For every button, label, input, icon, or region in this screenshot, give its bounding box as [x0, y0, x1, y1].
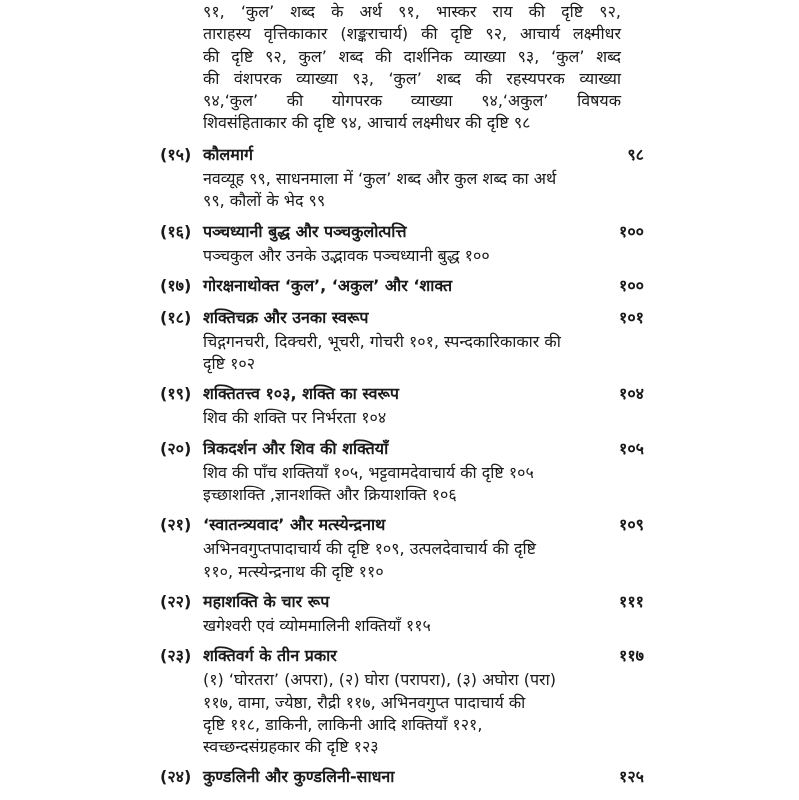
toc-entry: [160, 274, 644, 299]
toc-entry-heading: [160, 306, 644, 331]
toc-entry: [160, 590, 644, 637]
subtopic-line: स्वच्छन्दसंग्रहकार की दृष्टि १२३: [203, 737, 379, 757]
page-number: ९८: [627, 145, 644, 164]
subtopic-line: शिव की शक्ति पर निर्भरता १०४: [203, 408, 387, 428]
page-number: १२५: [619, 767, 644, 787]
page-number: १००: [619, 275, 644, 295]
toc-entry-heading: [160, 513, 644, 538]
subtopic-line: अभिनवगुप्तपादाचार्य की दृष्टि १०९, उत्पलदेवाचार्य की दृष्टि: [203, 539, 536, 559]
toc-entry-heading: [160, 143, 644, 168]
entry-title: महाशक्ति के चार रूप: [203, 591, 330, 611]
subtopic-line: इच्छाशक्ति ,ज्ञानशक्ति और क्रियाशक्ति १०६: [203, 485, 457, 505]
toc-entry-heading: [160, 765, 644, 790]
page-number: १०१: [619, 307, 644, 327]
toc-entry: [160, 765, 644, 790]
toc-entry-heading: [160, 274, 644, 299]
toc-entry: [160, 306, 644, 376]
text-line: ९१, ‘कुल’ शब्द के अर्थ ९१, भास्कर राय की दृष्टि ९२,: [203, 2, 621, 21]
toc-entry-heading: [160, 437, 644, 462]
entry-number: (१९): [160, 384, 192, 404]
page-number: १०५: [619, 438, 644, 458]
subtopic-line: दृष्टि ११८, डाकिनी, लाकिनी आदि शक्तियाँ १२१,: [203, 714, 483, 734]
subtopic-line: पञ्चकुल और उनके उद्भावक पञ्चध्यानी बुद्ध १००: [203, 245, 490, 265]
toc-entry: [160, 644, 644, 758]
subtopic-line: ११०, मत्स्येन्द्रनाथ की दृष्टि ११०: [203, 561, 384, 581]
entry-title: शक्तिचक्र और उनका स्वरूप: [203, 307, 369, 327]
entry-title: कुण्डलिनी और कुण्डलिनी-साधना: [203, 767, 395, 787]
entry-number: (२०): [160, 438, 192, 458]
text-line: ताराहस्य वृत्तिकाकार (शङ्कराचार्य) की दृष्टि ९२, आचार्य लक्ष्मीधर: [203, 24, 621, 44]
subtopic-line: दृष्टि १०२: [203, 354, 256, 374]
subtopic-line: शिव की पाँच शक्तियाँ १०५, भट्टवामदेवाचार्य की दृष्टि १०५: [203, 462, 534, 482]
page-number: १११: [619, 591, 644, 611]
entry-title: शक्तिवर्ग के तीन प्रकार: [203, 646, 337, 666]
toc-entry: [160, 513, 644, 583]
entry-title: पञ्चध्यानी बुद्ध और पञ्चकुलोत्पत्ति: [203, 221, 407, 241]
entry-title: गोरक्षनाथोक्त ‘कुल’, ‘अकुल’ और ‘शाक्त: [203, 275, 453, 295]
entry-number: (२१): [160, 515, 192, 535]
subtopic-line: (१) ‘घोरतरा’ (अपरा), (२) घोरा (परापरा), (३) अघोरा (परा): [203, 670, 556, 690]
page-number: १०४: [619, 384, 644, 404]
subtopic-line: ९९, कौलों के भेद ९९: [203, 191, 326, 211]
continued-entry-text: [203, 1, 621, 135]
subtopic-line: ११७, वामा, ज्येष्ठा, रौद्री ११७, अभिनवगुप्त पादाचार्य की: [203, 692, 526, 712]
toc-entry: [160, 437, 644, 507]
entry-number: (१६): [160, 221, 192, 241]
entry-title: कौलमार्ग: [203, 145, 254, 164]
entry-title: शक्तितत्त्व १०३, शक्ति का स्वरूप: [203, 384, 400, 404]
text-line: शिवसंहिताकार की दृष्टि ९४, आचार्य लक्ष्मीधर की दृष्टि ९८: [203, 113, 531, 133]
entry-number: (१८): [160, 307, 192, 327]
entry-number: (२३): [160, 646, 192, 666]
entry-number: (२२): [160, 591, 192, 611]
text-line: की वंशपरक व्याख्या ९३, ‘कुल’ शब्द की रहस्यपरक व्याख्या: [203, 68, 621, 88]
entry-number: (२४): [160, 767, 192, 787]
text-line: की दृष्टि ९२, कुल’ शब्द की दार्शनिक व्याख्या ९३, ‘कुल’ शब्द: [203, 46, 621, 66]
entry-title: त्रिकदर्शन और शिव की शक्तियाँ: [203, 438, 389, 458]
page-number: ११७: [619, 646, 644, 666]
toc-entry: [160, 382, 644, 429]
toc-entry-heading: [160, 590, 644, 615]
subtopic-line: चिद्गगनचरी, दिक्चरी, भूचरी, गोचरी १०१, स्पन्दकारिकाकार की: [203, 331, 561, 351]
page-number: १०९: [619, 515, 644, 535]
subtopic-line: खगेश्वरी एवं व्योममालिनी शक्तियाँ ११५: [203, 615, 431, 635]
toc-entry-heading: [160, 644, 644, 669]
toc-entry-heading: [160, 382, 644, 407]
page-number: १००: [619, 221, 644, 241]
text-line: ९४,‘कुल’ की योगपरक व्याख्या ९४,‘अकुल’ विषयक: [203, 91, 621, 111]
entry-number: (१५): [160, 145, 192, 164]
entry-number: (१७): [160, 275, 192, 295]
entry-title: ‘स्वातन्त्र्यवाद’ और मत्स्येन्द्रनाथ: [203, 515, 386, 535]
toc-entry: [160, 220, 644, 267]
subtopic-line: नवव्यूह ९९, साधनमाला में ‘कुल’ शब्द और कुल शब्द का अर्थ: [203, 169, 557, 188]
toc-entry: [160, 143, 644, 213]
contents-list: [160, 143, 644, 797]
toc-entry-heading: [160, 220, 644, 245]
